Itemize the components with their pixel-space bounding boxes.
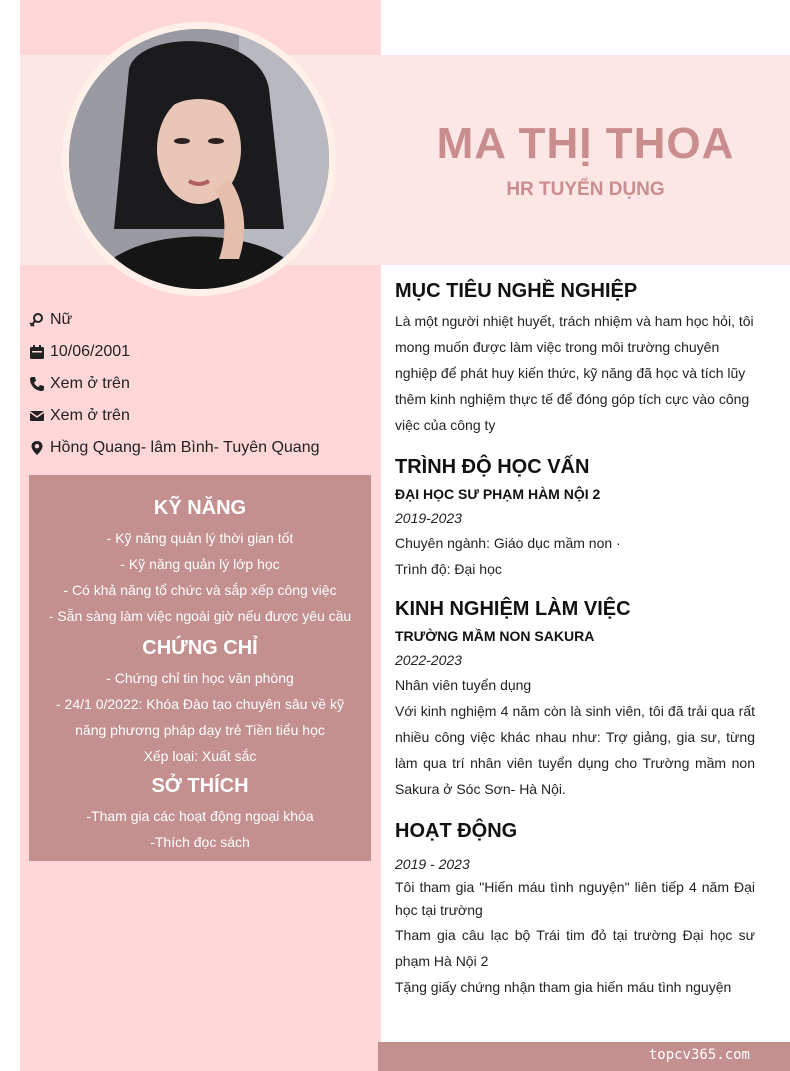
email-icon [29,408,45,424]
activities-title: HOẠT ĐỘNG [395,820,518,842]
skill-item: - Kỹ năng quản lý lớp học [120,556,280,572]
footer-watermark: topcv365.com [648,1047,750,1063]
education-title: TRÌNH ĐỘ HỌC VẤN [395,456,590,478]
location-icon [29,440,45,456]
objective-text: Là một người nhiệt huyết, trách nhiệm và ham học hỏi, tôi mong muốn được làm việc trong môi trường chuyên nghiệp để phát huy kiến thức, kỹ năng đã học và tích lũy thêm kinh nghiệm thực tế để đóng góp tích cực vào công việc của công ty [395,313,754,433]
side-info-box [29,475,371,861]
objective-title: MỤC TIÊU NGHỀ NGHIỆP [395,280,638,302]
gender-icon [29,312,45,328]
contact-address [29,432,379,464]
experience-description: Với kinh nghiệm 4 năm còn là sinh viên, tôi đã trải qua rất nhiều công việc khác nhau như: Trợ giảng, gia sư, từng làm qua trí nhân viên tuyển dụng cho Trường mầm non Sakura ở Sóc Sơn- Hà Nội. [395,703,755,797]
education-period: 2019-2023 [395,510,462,526]
footer-bar [378,1042,790,1071]
experience-title: KINH NGHIỆM LÀM VIỆC [395,598,631,620]
avatar [69,29,329,289]
contact-phone [29,368,379,400]
skill-item: - Có khả năng tổ chức và sắp xếp công việc [63,582,337,598]
education-major: Chuyên ngành: Giáo dục mầm non · [395,535,621,551]
activity-item: Tham gia câu lạc bộ Trái tim đỏ tại trường Đại học sư phạm Hà Nội 2 [395,927,755,969]
skill-item: - Kỹ năng quản lý thời gian tốt [106,530,294,546]
experience-company: TRƯỜNG MẦM NON SAKURA [395,628,595,644]
calendar-icon [29,344,45,360]
certificate-item: Xếp loại: Xuất sắc [143,748,257,764]
birthday-text: 10/06/2001 [50,343,131,360]
hobbies-title: SỞ THÍCH [151,775,249,797]
contact-birthday [29,336,379,368]
skill-item: - Sẵn sàng làm việc ngoài giờ nếu được yêu cầu [48,608,352,624]
certificate-item: - 24/1 0/2022: Khóa Đào tạo chuyên sâu về kỹ năng phương pháp dạy trẻ Tiền tiểu học [56,696,344,738]
education-level: Trình độ: Đại học [395,561,502,577]
phone-text: Xem ở trên [50,375,130,392]
hobby-item: -Tham gia các hoạt động ngoại khóa [86,808,314,824]
experience-position: Nhân viên tuyển dụng [395,677,532,693]
candidate-role: HR TUYỂN DỤNG [506,179,665,200]
contact-email [29,400,379,432]
contact-gender [29,304,379,336]
main-column [395,276,755,1000]
gender-text: Nữ [50,311,73,328]
candidate-name: MA THỊ THOA [436,119,735,168]
email-text: Xem ở trên [50,407,130,424]
contact-list [29,304,379,464]
certificate-item: - Chứng chỉ tin học văn phòng [106,670,294,686]
address-text: Hồng Quang- lâm Bình- Tuyên Quang [50,439,320,456]
education-school: ĐẠI HỌC SƯ PHẠM HÀM NỘI 2 [395,486,601,502]
skills-title: KỸ NĂNG [153,497,247,519]
hobby-item: -Thích đọc sách [150,834,250,850]
activity-item: Tôi tham gia "Hiến máu tình nguyện" liên tiếp 4 năm Đại học tại trường [395,879,755,918]
experience-period: 2022-2023 [395,652,462,668]
activity-item: Tặng giấy chứng nhận tham gia hiến máu tình nguyện [395,979,732,995]
certificates-title: CHỨNG CHỈ [142,637,258,659]
phone-icon [29,376,45,392]
activities-period: 2019 - 2023 [395,856,470,872]
name-block [381,55,790,265]
